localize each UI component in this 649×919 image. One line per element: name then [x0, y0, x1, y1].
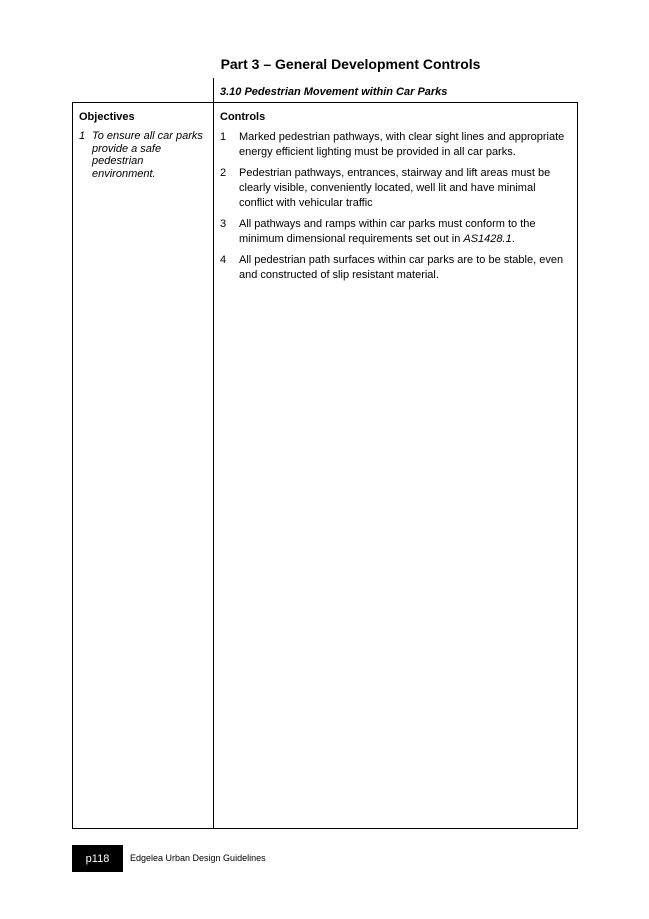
objective-item	[79, 130, 209, 180]
control-number: 3	[220, 218, 227, 230]
objectives-column	[79, 111, 209, 180]
page-number-badge: p118	[72, 845, 123, 872]
footer-document-title: Edgelea Urban Design Guidelines	[130, 853, 266, 863]
page-title: Part 3 – General Development Controls	[220, 56, 481, 72]
control-text-part: .	[511, 233, 515, 245]
control-item	[220, 166, 572, 211]
control-text	[239, 217, 572, 247]
controls-column	[220, 111, 572, 289]
control-item	[220, 253, 572, 283]
control-text: Pedestrian pathways, entrances, stairway and lift areas must be clearly visible, conveniently located, well lit and have minimal conflict with vehicular traffic	[239, 167, 551, 209]
objective-text: To ensure all car parks provide a safe pedestrian environment.	[92, 130, 203, 180]
section-title-divider	[213, 78, 214, 103]
control-number: 2	[220, 167, 227, 179]
standard-reference: AS1428.1	[463, 233, 512, 245]
control-number: 1	[220, 131, 227, 143]
objective-number: 1	[79, 130, 86, 142]
control-text: Marked pedestrian pathways, with clear sight lines and appropriate energy efficient lighting must be provided in all car parks.	[239, 131, 565, 158]
control-text: All pedestrian path surfaces within car parks are to be stable, even and constructed of slip resistant material.	[239, 254, 564, 281]
controls-heading: Controls	[220, 111, 266, 123]
control-number: 4	[220, 254, 227, 266]
section-title: 3.10 Pedestrian Movement within Car Parks	[220, 86, 448, 98]
column-divider	[213, 102, 214, 829]
control-item	[220, 130, 572, 160]
objectives-heading: Objectives	[79, 111, 135, 123]
control-text-part: All pathways and ramps within car parks must conform to the minimum dimensional requirements set out in	[239, 218, 536, 245]
control-item	[220, 217, 572, 247]
